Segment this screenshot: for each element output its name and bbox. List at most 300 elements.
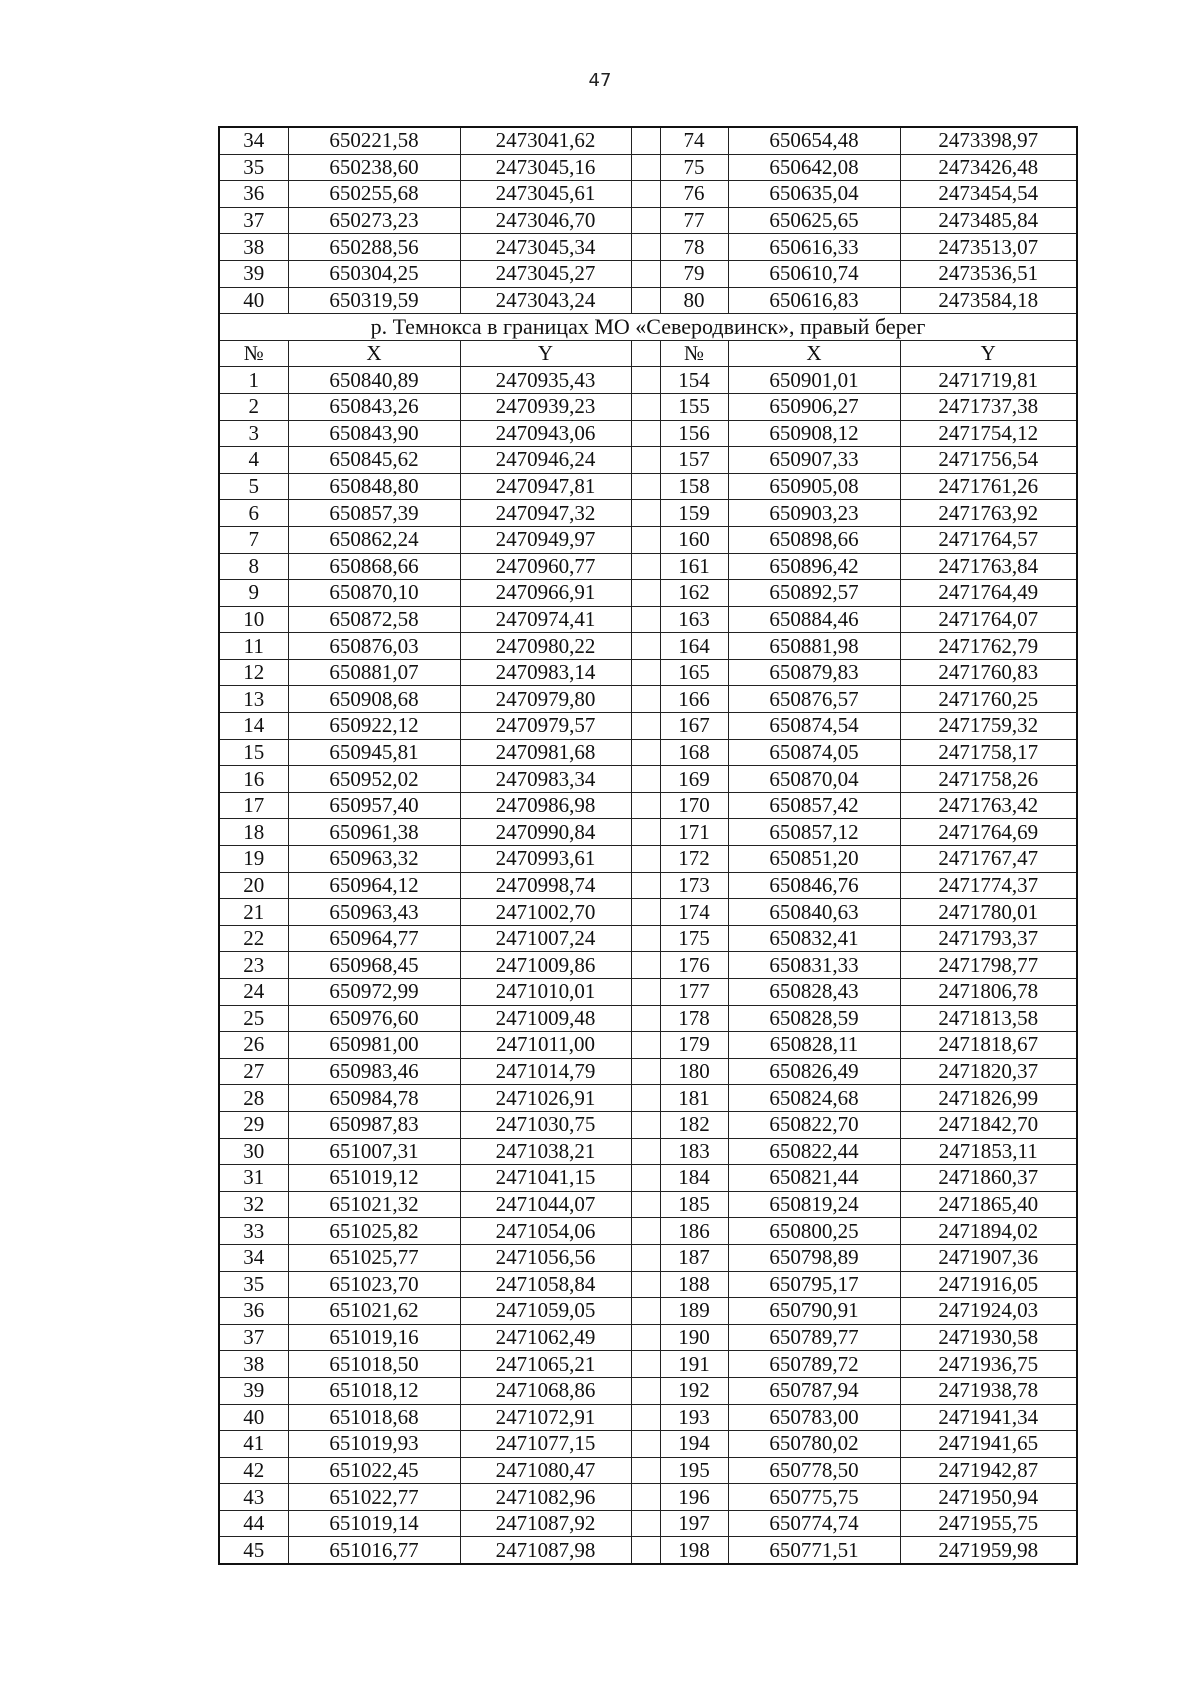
column-gap xyxy=(631,1324,660,1351)
x-coordinate-cell: 650654,48 xyxy=(728,127,900,154)
coordinates-table xyxy=(218,126,1078,1565)
point-number-cell: 6 xyxy=(219,500,288,527)
y-coordinate-cell: 2473584,18 xyxy=(900,287,1077,314)
y-coordinate-cell: 2471764,69 xyxy=(900,819,1077,846)
point-number-cell: 45 xyxy=(219,1537,288,1564)
x-coordinate-cell: 650826,49 xyxy=(728,1058,900,1085)
x-coordinate-cell: 650964,77 xyxy=(288,925,460,952)
x-coordinate-cell: 650789,77 xyxy=(728,1324,900,1351)
table-row xyxy=(219,1058,1077,1085)
point-number-cell: 80 xyxy=(660,287,728,314)
x-coordinate-cell: 650857,39 xyxy=(288,500,460,527)
point-number-cell: 75 xyxy=(660,154,728,181)
point-number-cell: 169 xyxy=(660,766,728,793)
point-number-cell: 10 xyxy=(219,606,288,633)
point-number-cell: 183 xyxy=(660,1138,728,1165)
point-number-cell: 182 xyxy=(660,1111,728,1138)
x-coordinate-cell: 650771,51 xyxy=(728,1537,900,1564)
y-coordinate-cell: 2471942,87 xyxy=(900,1457,1077,1484)
point-number-cell: 186 xyxy=(660,1218,728,1245)
point-number-cell: 188 xyxy=(660,1271,728,1298)
x-coordinate-cell: 650876,03 xyxy=(288,633,460,660)
point-number-cell: 174 xyxy=(660,899,728,926)
point-number-cell: 79 xyxy=(660,260,728,287)
table-row xyxy=(219,1510,1077,1537)
column-header: № xyxy=(660,340,728,367)
point-number-cell: 180 xyxy=(660,1058,728,1085)
y-coordinate-cell: 2471853,11 xyxy=(900,1138,1077,1165)
x-coordinate-cell: 651023,70 xyxy=(288,1271,460,1298)
point-number-cell: 163 xyxy=(660,606,728,633)
table-row xyxy=(219,420,1077,447)
x-coordinate-cell: 650843,90 xyxy=(288,420,460,447)
x-coordinate-cell: 650616,83 xyxy=(728,287,900,314)
x-coordinate-cell: 650903,23 xyxy=(728,500,900,527)
point-number-cell: 21 xyxy=(219,899,288,926)
y-coordinate-cell: 2471756,54 xyxy=(900,447,1077,474)
column-gap xyxy=(631,1165,660,1192)
y-coordinate-cell: 2471813,58 xyxy=(900,1005,1077,1032)
point-number-cell: 195 xyxy=(660,1457,728,1484)
y-coordinate-cell: 2473454,54 xyxy=(900,181,1077,208)
y-coordinate-cell: 2470979,57 xyxy=(460,713,631,740)
point-number-cell: 17 xyxy=(219,792,288,819)
table-row xyxy=(219,819,1077,846)
point-number-cell: 11 xyxy=(219,633,288,660)
x-coordinate-cell: 650901,01 xyxy=(728,367,900,394)
table-row xyxy=(219,181,1077,208)
point-number-cell: 32 xyxy=(219,1191,288,1218)
y-coordinate-cell: 2471764,07 xyxy=(900,606,1077,633)
point-number-cell: 5 xyxy=(219,473,288,500)
point-number-cell: 19 xyxy=(219,846,288,873)
table-row xyxy=(219,1085,1077,1112)
table-row xyxy=(219,952,1077,979)
y-coordinate-cell: 2473045,16 xyxy=(460,154,631,181)
column-gap xyxy=(631,207,660,234)
y-coordinate-cell: 2473513,07 xyxy=(900,234,1077,261)
table-row xyxy=(219,1191,1077,1218)
x-coordinate-cell: 650957,40 xyxy=(288,792,460,819)
column-header: X xyxy=(288,340,460,367)
y-coordinate-cell: 2471780,01 xyxy=(900,899,1077,926)
point-number-cell: 156 xyxy=(660,420,728,447)
x-coordinate-cell: 650874,54 xyxy=(728,713,900,740)
column-gap xyxy=(631,1298,660,1325)
point-number-cell: 181 xyxy=(660,1085,728,1112)
point-number-cell: 18 xyxy=(219,819,288,846)
point-number-cell: 12 xyxy=(219,659,288,686)
point-number-cell: 1 xyxy=(219,367,288,394)
point-number-cell: 35 xyxy=(219,1271,288,1298)
column-gap xyxy=(631,1111,660,1138)
y-coordinate-cell: 2471041,15 xyxy=(460,1165,631,1192)
x-coordinate-cell: 651021,32 xyxy=(288,1191,460,1218)
column-gap xyxy=(631,1058,660,1085)
column-gap xyxy=(631,420,660,447)
table-row xyxy=(219,633,1077,660)
table-row xyxy=(219,713,1077,740)
column-gap xyxy=(631,979,660,1006)
column-gap xyxy=(631,739,660,766)
x-coordinate-cell: 650963,43 xyxy=(288,899,460,926)
y-coordinate-cell: 2470966,91 xyxy=(460,580,631,607)
point-number-cell: 170 xyxy=(660,792,728,819)
point-number-cell: 157 xyxy=(660,447,728,474)
column-gap xyxy=(631,686,660,713)
column-gap xyxy=(631,1191,660,1218)
point-number-cell: 16 xyxy=(219,766,288,793)
y-coordinate-cell: 2473046,70 xyxy=(460,207,631,234)
x-coordinate-cell: 650922,12 xyxy=(288,713,460,740)
column-gap xyxy=(631,1351,660,1378)
point-number-cell: 14 xyxy=(219,713,288,740)
y-coordinate-cell: 2471941,65 xyxy=(900,1431,1077,1458)
y-coordinate-cell: 2470983,14 xyxy=(460,659,631,686)
x-coordinate-cell: 650945,81 xyxy=(288,739,460,766)
point-number-cell: 23 xyxy=(219,952,288,979)
y-coordinate-cell: 2471058,84 xyxy=(460,1271,631,1298)
x-coordinate-cell: 651018,50 xyxy=(288,1351,460,1378)
x-coordinate-cell: 650843,26 xyxy=(288,393,460,420)
section-title-row xyxy=(219,314,1077,341)
x-coordinate-cell: 650288,56 xyxy=(288,234,460,261)
x-coordinate-cell: 650787,94 xyxy=(728,1377,900,1404)
table-row xyxy=(219,766,1077,793)
y-coordinate-cell: 2471938,78 xyxy=(900,1377,1077,1404)
point-number-cell: 189 xyxy=(660,1298,728,1325)
section-title: р. Темнокса в границах МО «Северодвинск», правый берег xyxy=(219,314,1077,341)
column-gap xyxy=(631,260,660,287)
point-number-cell: 36 xyxy=(219,181,288,208)
table-row xyxy=(219,553,1077,580)
x-coordinate-cell: 651022,45 xyxy=(288,1457,460,1484)
table-row xyxy=(219,925,1077,952)
x-coordinate-cell: 650862,24 xyxy=(288,526,460,553)
y-coordinate-cell: 2471760,83 xyxy=(900,659,1077,686)
point-number-cell: 177 xyxy=(660,979,728,1006)
x-coordinate-cell: 650783,00 xyxy=(728,1404,900,1431)
column-gap xyxy=(631,1510,660,1537)
y-coordinate-cell: 2471087,98 xyxy=(460,1537,631,1564)
y-coordinate-cell: 2473398,97 xyxy=(900,127,1077,154)
y-coordinate-cell: 2471764,49 xyxy=(900,580,1077,607)
x-coordinate-cell: 650821,44 xyxy=(728,1165,900,1192)
x-coordinate-cell: 650642,08 xyxy=(728,154,900,181)
column-gap xyxy=(631,553,660,580)
point-number-cell: 161 xyxy=(660,553,728,580)
point-number-cell: 24 xyxy=(219,979,288,1006)
table-row xyxy=(219,1537,1077,1564)
x-coordinate-cell: 650881,98 xyxy=(728,633,900,660)
point-number-cell: 164 xyxy=(660,633,728,660)
table-row xyxy=(219,1351,1077,1378)
x-coordinate-cell: 650870,10 xyxy=(288,580,460,607)
y-coordinate-cell: 2473045,27 xyxy=(460,260,631,287)
x-coordinate-cell: 650819,24 xyxy=(728,1191,900,1218)
y-coordinate-cell: 2473041,62 xyxy=(460,127,631,154)
y-coordinate-cell: 2471763,42 xyxy=(900,792,1077,819)
x-coordinate-cell: 651021,62 xyxy=(288,1298,460,1325)
y-coordinate-cell: 2471011,00 xyxy=(460,1032,631,1059)
y-coordinate-cell: 2471924,03 xyxy=(900,1298,1077,1325)
point-number-cell: 34 xyxy=(219,1244,288,1271)
y-coordinate-cell: 2471010,01 xyxy=(460,979,631,1006)
table-row xyxy=(219,580,1077,607)
table-row xyxy=(219,1298,1077,1325)
x-coordinate-cell: 650898,66 xyxy=(728,526,900,553)
table-row xyxy=(219,1005,1077,1032)
table-row xyxy=(219,1324,1077,1351)
x-coordinate-cell: 650981,00 xyxy=(288,1032,460,1059)
x-coordinate-cell: 650789,72 xyxy=(728,1351,900,1378)
x-coordinate-cell: 650616,33 xyxy=(728,234,900,261)
table-row xyxy=(219,1032,1077,1059)
table-row xyxy=(219,846,1077,873)
point-number-cell: 194 xyxy=(660,1431,728,1458)
x-coordinate-cell: 651018,12 xyxy=(288,1377,460,1404)
y-coordinate-cell: 2471062,49 xyxy=(460,1324,631,1351)
x-coordinate-cell: 650905,08 xyxy=(728,473,900,500)
table-row xyxy=(219,739,1077,766)
x-coordinate-cell: 650822,70 xyxy=(728,1111,900,1138)
column-gap xyxy=(631,766,660,793)
y-coordinate-cell: 2471764,57 xyxy=(900,526,1077,553)
point-number-cell: 42 xyxy=(219,1457,288,1484)
x-coordinate-cell: 650828,11 xyxy=(728,1032,900,1059)
x-coordinate-cell: 650952,02 xyxy=(288,766,460,793)
y-coordinate-cell: 2471007,24 xyxy=(460,925,631,952)
point-number-cell: 7 xyxy=(219,526,288,553)
point-number-cell: 38 xyxy=(219,1351,288,1378)
y-coordinate-cell: 2471087,92 xyxy=(460,1510,631,1537)
point-number-cell: 8 xyxy=(219,553,288,580)
point-number-cell: 30 xyxy=(219,1138,288,1165)
table-row xyxy=(219,526,1077,553)
x-coordinate-cell: 650961,38 xyxy=(288,819,460,846)
column-gap xyxy=(631,181,660,208)
point-number-cell: 22 xyxy=(219,925,288,952)
point-number-cell: 178 xyxy=(660,1005,728,1032)
point-number-cell: 165 xyxy=(660,659,728,686)
point-number-cell: 20 xyxy=(219,872,288,899)
column-gap xyxy=(631,1484,660,1511)
y-coordinate-cell: 2471758,17 xyxy=(900,739,1077,766)
x-coordinate-cell: 651019,16 xyxy=(288,1324,460,1351)
point-number-cell: 2 xyxy=(219,393,288,420)
x-coordinate-cell: 650908,68 xyxy=(288,686,460,713)
point-number-cell: 25 xyxy=(219,1005,288,1032)
table-row xyxy=(219,1377,1077,1404)
x-coordinate-cell: 650304,25 xyxy=(288,260,460,287)
point-number-cell: 37 xyxy=(219,207,288,234)
y-coordinate-cell: 2471950,94 xyxy=(900,1484,1077,1511)
point-number-cell: 74 xyxy=(660,127,728,154)
table-row xyxy=(219,1404,1077,1431)
x-coordinate-cell: 650868,66 xyxy=(288,553,460,580)
point-number-cell: 76 xyxy=(660,181,728,208)
x-coordinate-cell: 650780,02 xyxy=(728,1431,900,1458)
y-coordinate-cell: 2471767,47 xyxy=(900,846,1077,873)
y-coordinate-cell: 2473045,61 xyxy=(460,181,631,208)
point-number-cell: 39 xyxy=(219,1377,288,1404)
x-coordinate-cell: 650828,43 xyxy=(728,979,900,1006)
column-gap xyxy=(631,526,660,553)
column-gap xyxy=(631,713,660,740)
x-coordinate-cell: 650984,78 xyxy=(288,1085,460,1112)
y-coordinate-cell: 2470990,84 xyxy=(460,819,631,846)
y-coordinate-cell: 2471860,37 xyxy=(900,1165,1077,1192)
x-coordinate-cell: 650774,74 xyxy=(728,1510,900,1537)
column-gap xyxy=(631,580,660,607)
table-row xyxy=(219,207,1077,234)
table-row xyxy=(219,1138,1077,1165)
table-row xyxy=(219,979,1077,1006)
column-gap xyxy=(631,1537,660,1564)
x-coordinate-cell: 650831,33 xyxy=(728,952,900,979)
y-coordinate-cell: 2471818,67 xyxy=(900,1032,1077,1059)
point-number-cell: 155 xyxy=(660,393,728,420)
x-coordinate-cell: 650840,63 xyxy=(728,899,900,926)
table-row xyxy=(219,393,1077,420)
y-coordinate-cell: 2471763,92 xyxy=(900,500,1077,527)
x-coordinate-cell: 650908,12 xyxy=(728,420,900,447)
point-number-cell: 27 xyxy=(219,1058,288,1085)
column-gap xyxy=(631,633,660,660)
x-coordinate-cell: 650828,59 xyxy=(728,1005,900,1032)
column-gap xyxy=(631,127,660,154)
point-number-cell: 38 xyxy=(219,234,288,261)
point-number-cell: 176 xyxy=(660,952,728,979)
column-gap xyxy=(631,1404,660,1431)
y-coordinate-cell: 2471762,79 xyxy=(900,633,1077,660)
x-coordinate-cell: 650255,68 xyxy=(288,181,460,208)
column-header: Y xyxy=(900,340,1077,367)
y-coordinate-cell: 2471754,12 xyxy=(900,420,1077,447)
column-gap xyxy=(631,1005,660,1032)
x-coordinate-cell: 650964,12 xyxy=(288,872,460,899)
y-coordinate-cell: 2471798,77 xyxy=(900,952,1077,979)
point-number-cell: 158 xyxy=(660,473,728,500)
point-number-cell: 198 xyxy=(660,1537,728,1564)
x-coordinate-cell: 650892,57 xyxy=(728,580,900,607)
x-coordinate-cell: 650221,58 xyxy=(288,127,460,154)
x-coordinate-cell: 650840,89 xyxy=(288,367,460,394)
column-gap xyxy=(631,659,660,686)
point-number-cell: 78 xyxy=(660,234,728,261)
y-coordinate-cell: 2471068,86 xyxy=(460,1377,631,1404)
column-header: Y xyxy=(460,340,631,367)
x-coordinate-cell: 651019,14 xyxy=(288,1510,460,1537)
y-coordinate-cell: 2471842,70 xyxy=(900,1111,1077,1138)
y-coordinate-cell: 2470983,34 xyxy=(460,766,631,793)
table-row xyxy=(219,1244,1077,1271)
y-coordinate-cell: 2470993,61 xyxy=(460,846,631,873)
point-number-cell: 33 xyxy=(219,1218,288,1245)
point-number-cell: 40 xyxy=(219,287,288,314)
x-coordinate-cell: 650906,27 xyxy=(728,393,900,420)
column-gap xyxy=(631,367,660,394)
y-coordinate-cell: 2471959,98 xyxy=(900,1537,1077,1564)
point-number-cell: 154 xyxy=(660,367,728,394)
y-coordinate-cell: 2471080,47 xyxy=(460,1457,631,1484)
point-number-cell: 3 xyxy=(219,420,288,447)
table-row xyxy=(219,127,1077,154)
y-coordinate-cell: 2471941,34 xyxy=(900,1404,1077,1431)
x-coordinate-cell: 650851,20 xyxy=(728,846,900,873)
x-coordinate-cell: 650845,62 xyxy=(288,447,460,474)
y-coordinate-cell: 2473045,34 xyxy=(460,234,631,261)
table-row xyxy=(219,899,1077,926)
y-coordinate-cell: 2471774,37 xyxy=(900,872,1077,899)
table-row xyxy=(219,1111,1077,1138)
y-coordinate-cell: 2473426,48 xyxy=(900,154,1077,181)
y-coordinate-cell: 2470947,81 xyxy=(460,473,631,500)
point-number-cell: 160 xyxy=(660,526,728,553)
column-gap xyxy=(631,1457,660,1484)
point-number-cell: 184 xyxy=(660,1165,728,1192)
y-coordinate-cell: 2471082,96 xyxy=(460,1484,631,1511)
y-coordinate-cell: 2471072,91 xyxy=(460,1404,631,1431)
column-gap xyxy=(631,340,660,367)
point-number-cell: 44 xyxy=(219,1510,288,1537)
point-number-cell: 28 xyxy=(219,1085,288,1112)
point-number-cell: 191 xyxy=(660,1351,728,1378)
y-coordinate-cell: 2471002,70 xyxy=(460,899,631,926)
table-row xyxy=(219,606,1077,633)
y-coordinate-cell: 2470981,68 xyxy=(460,739,631,766)
x-coordinate-cell: 650790,91 xyxy=(728,1298,900,1325)
x-coordinate-cell: 650976,60 xyxy=(288,1005,460,1032)
point-number-cell: 193 xyxy=(660,1404,728,1431)
y-coordinate-cell: 2471056,56 xyxy=(460,1244,631,1271)
point-number-cell: 168 xyxy=(660,739,728,766)
table-row xyxy=(219,792,1077,819)
x-coordinate-cell: 650635,04 xyxy=(728,181,900,208)
y-coordinate-cell: 2470935,43 xyxy=(460,367,631,394)
y-coordinate-cell: 2470974,41 xyxy=(460,606,631,633)
x-coordinate-cell: 650625,65 xyxy=(728,207,900,234)
y-coordinate-cell: 2471806,78 xyxy=(900,979,1077,1006)
table-row xyxy=(219,154,1077,181)
y-coordinate-cell: 2471936,75 xyxy=(900,1351,1077,1378)
y-coordinate-cell: 2470960,77 xyxy=(460,553,631,580)
y-coordinate-cell: 2471719,81 xyxy=(900,367,1077,394)
x-coordinate-cell: 650848,80 xyxy=(288,473,460,500)
y-coordinate-cell: 2471077,15 xyxy=(460,1431,631,1458)
y-coordinate-cell: 2470986,98 xyxy=(460,792,631,819)
y-coordinate-cell: 2471054,06 xyxy=(460,1218,631,1245)
table-row xyxy=(219,1218,1077,1245)
x-coordinate-cell: 650795,17 xyxy=(728,1271,900,1298)
column-gap xyxy=(631,925,660,952)
point-number-cell: 166 xyxy=(660,686,728,713)
point-number-cell: 41 xyxy=(219,1431,288,1458)
point-number-cell: 162 xyxy=(660,580,728,607)
y-coordinate-cell: 2470947,32 xyxy=(460,500,631,527)
y-coordinate-cell: 2473485,84 xyxy=(900,207,1077,234)
point-number-cell: 179 xyxy=(660,1032,728,1059)
y-coordinate-cell: 2471030,75 xyxy=(460,1111,631,1138)
y-coordinate-cell: 2471760,25 xyxy=(900,686,1077,713)
x-coordinate-cell: 651025,77 xyxy=(288,1244,460,1271)
column-header: № xyxy=(219,340,288,367)
x-coordinate-cell: 650822,44 xyxy=(728,1138,900,1165)
x-coordinate-cell: 650884,46 xyxy=(728,606,900,633)
y-coordinate-cell: 2471916,05 xyxy=(900,1271,1077,1298)
y-coordinate-cell: 2471865,40 xyxy=(900,1191,1077,1218)
point-number-cell: 173 xyxy=(660,872,728,899)
